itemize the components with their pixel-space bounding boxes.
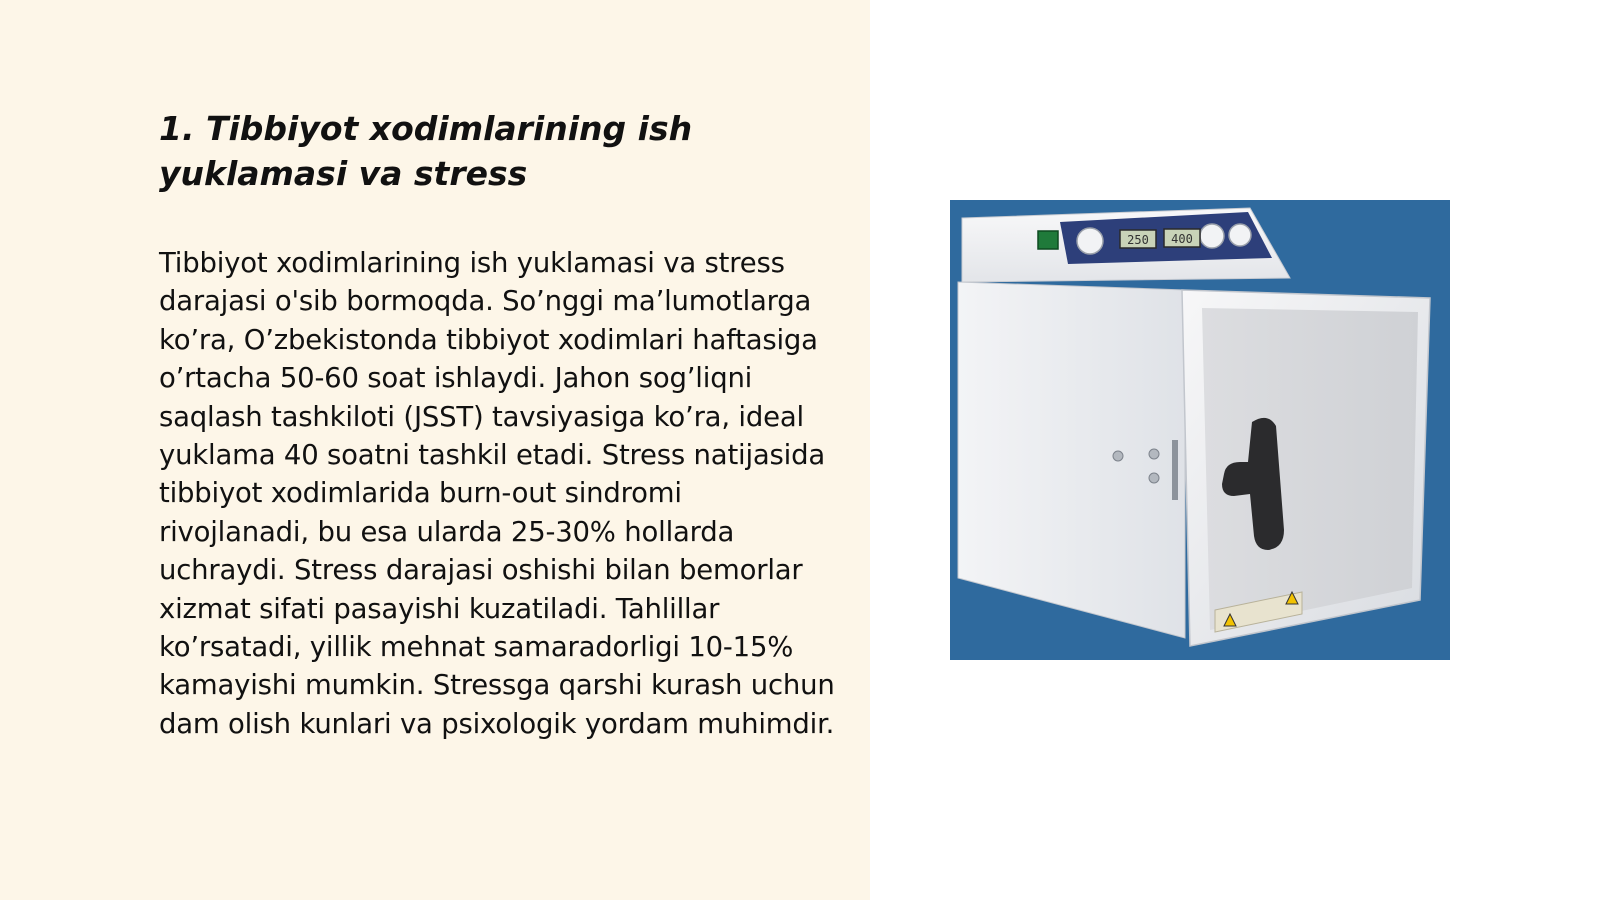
chamber-body bbox=[958, 282, 1185, 638]
screw-icon bbox=[1149, 449, 1159, 459]
display-right-value: 400 bbox=[1171, 232, 1193, 246]
power-switch-icon bbox=[1038, 231, 1058, 249]
knob-icon bbox=[1200, 224, 1224, 248]
slide-body-text: Tibbiyot xodimlarining ish yuklamasi va stress darajasi o'sib bormoqda. So’nggi ma’lumotlarga ko’ra, O’zbekistonda tibbiyot xodimlari haftasiga o’rtacha 50-60 soat ishlaydi. Jahon sog’liqni saqlash tashkiloti (JSST) tavsiyasiga ko’ra, ideal yuklama 40 soatni tashkil etadi. Stress natijasida tibbiyot xodimlarida burn-out sindromi rivojlanadi, bu esa ularda 25-30% hollarda uchraydi. Stress darajasi oshishi bilan bemorlar xizmat sifati pasayishi kuzatiladi. Tahlillar ko’rsatadi, yillik mehnat samaradorligi 10-15% kamayishi mumkin. Stressga qarshi kurash uchun dam olish kunlari va psixologik yordam muhimdir. bbox=[159, 247, 835, 740]
sterilizer-image bbox=[950, 200, 1450, 660]
slide-title: 1. Tibbiyot xodimlarining ish yuklamasi va stress bbox=[159, 109, 693, 193]
sterilizer-illustration bbox=[950, 200, 1450, 660]
screw-icon bbox=[1113, 451, 1123, 461]
door-hinge bbox=[1172, 440, 1178, 500]
knob-icon bbox=[1077, 228, 1103, 254]
screw-icon bbox=[1149, 473, 1159, 483]
knob-icon bbox=[1229, 224, 1251, 246]
display-left-value: 250 bbox=[1127, 233, 1149, 247]
